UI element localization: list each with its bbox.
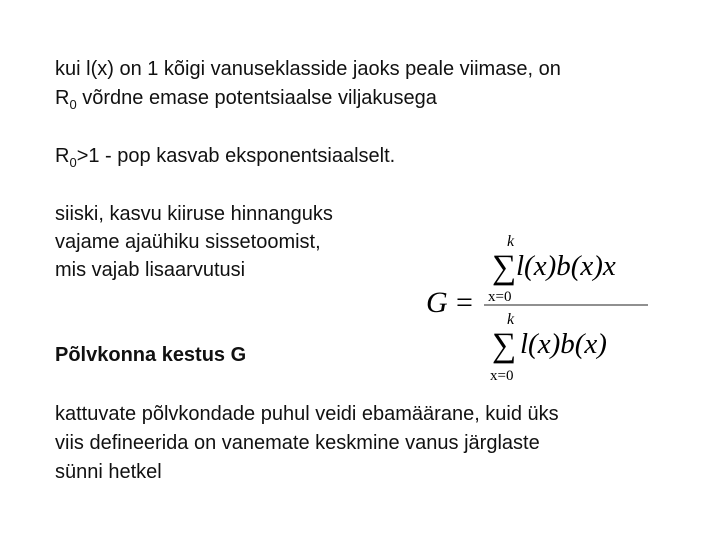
denominator-sum-lower: x=0 xyxy=(490,368,514,384)
denominator-sum-upper: k xyxy=(507,311,515,328)
para1-line2 xyxy=(55,86,437,117)
generation-time-formula xyxy=(420,222,655,388)
para2-text: >1 - pop kasvab eksponentsiaalselt. xyxy=(76,145,396,167)
r0-symbol: R xyxy=(55,145,70,167)
numerator-expression: l(x)b(x)x xyxy=(516,250,616,282)
denominator-expression: l(x)b(x) xyxy=(520,328,607,360)
formula-lhs: G xyxy=(426,286,448,319)
heading-generation-time: Põlvkonna kestus G xyxy=(55,344,247,366)
para1-line2-text: võrdne emase potentsiaalse viljakusega xyxy=(76,87,437,109)
r0-subscript: 0 xyxy=(69,155,77,170)
numerator-sum-upper: k xyxy=(507,233,515,250)
numerator-sum-symbol: ∑ xyxy=(492,249,517,286)
para2-line xyxy=(55,144,395,175)
para4-line-1: kattuvate põlvkondade puhul veidi ebamäärane, kuid üks xyxy=(55,403,559,425)
para4-line-2: viis defineerida on vanemate keskmine vanus järglaste xyxy=(55,432,540,454)
para3-line-3: mis vajab lisaarvutusi xyxy=(55,259,246,281)
r0-symbol: R xyxy=(55,87,70,109)
para3-line-1: siiski, kasvu kiiruse hinnanguks xyxy=(55,203,333,225)
para4-line-3: sünni hetkel xyxy=(55,461,162,483)
denominator-sum-symbol: ∑ xyxy=(492,327,517,364)
r0-subscript: 0 xyxy=(69,97,77,112)
formula-equals: = xyxy=(456,286,473,319)
para3-line-2: vajame ajaühiku sissetoomist, xyxy=(55,231,321,253)
para1-line1: kui l(x) on 1 kõigi vanuseklasside jaoks peale viimase, on xyxy=(55,58,561,80)
numerator-sum-lower: x=0 xyxy=(488,289,512,305)
formula-svg xyxy=(420,222,655,388)
